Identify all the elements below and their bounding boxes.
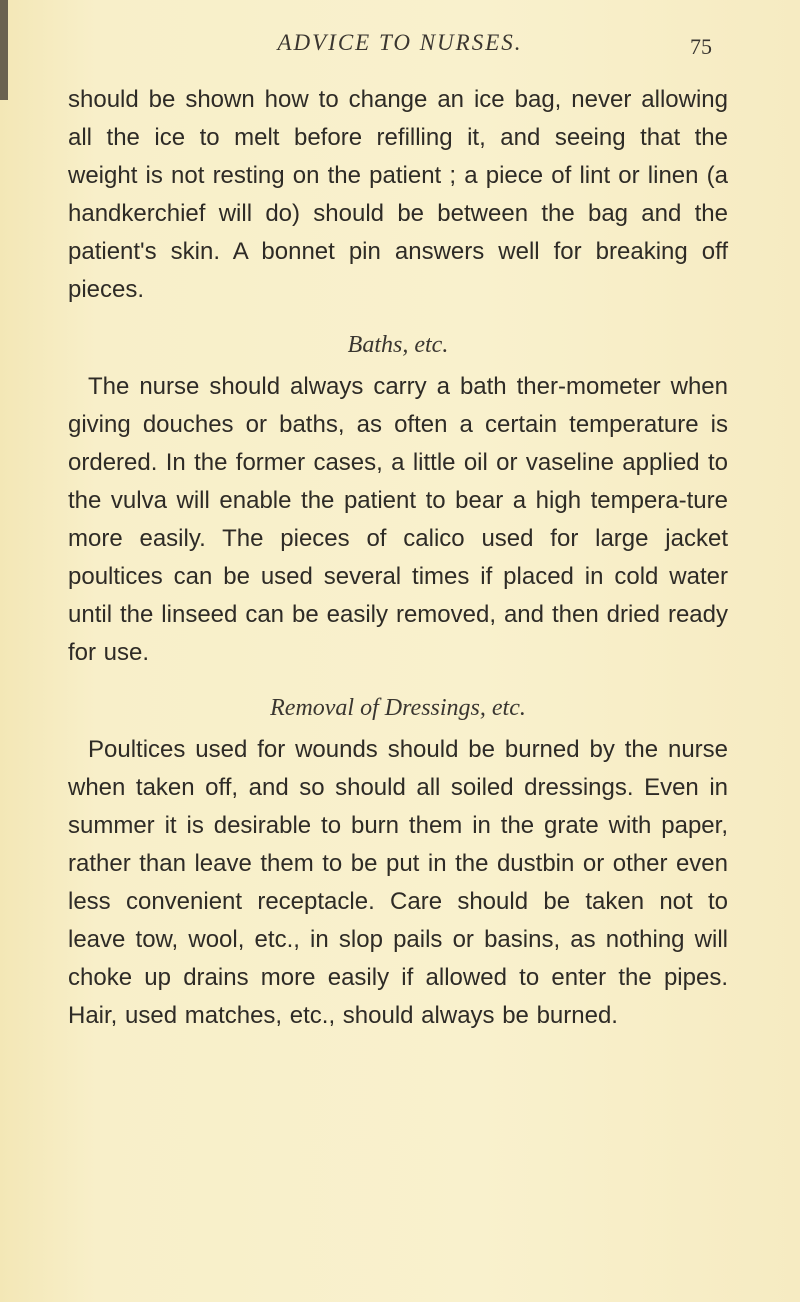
section-heading-removal-of-dressings: Removal of Dressings, etc. <box>270 695 526 721</box>
section-heading-baths: Baths, etc. <box>347 332 449 358</box>
paragraph-removal-of-dressings: Poultices used for wounds should be burned by the nurse when taken off, and so should all soiled dressings. Even in summer it is desirable to burn them in the grate with paper, rather than leave them to be put in the dustbin or other even less convenient receptacle. Care should be taken not to leave tow, wool, etc., in slop pails or basins, as nothing will choke up drains more easily if allowed to enter the pipes. Hair, used matches, etc., should always be burned. <box>68 736 728 1029</box>
running-title: ADVICE TO NURSES. <box>277 30 523 55</box>
page-number: 75 <box>690 34 712 59</box>
paragraph-continuation: should be shown how to change an ice bag, never allowing all the ice to melt before refilling it, and seeing that the weight is not resting on the patient ; a piece of lint or linen (a handkerchief will do) should be between the bag and the patient's skin. A bonnet pin answers well for breaking off pieces. <box>68 86 728 303</box>
running-head <box>0 26 800 66</box>
paragraph-baths: The nurse should always carry a bath ther-mometer when giving douches or baths, as often a certain temperature is ordered. In the former cases, a little oil or vaseline applied to the vulva will enable the patient to bear a high tempera-ture more easily. The pieces of calico used for large jacket poultices can be used several times if placed in cold water until the linseed can be easily removed, and then dried ready for use. <box>68 373 728 666</box>
body-text <box>68 81 728 1035</box>
